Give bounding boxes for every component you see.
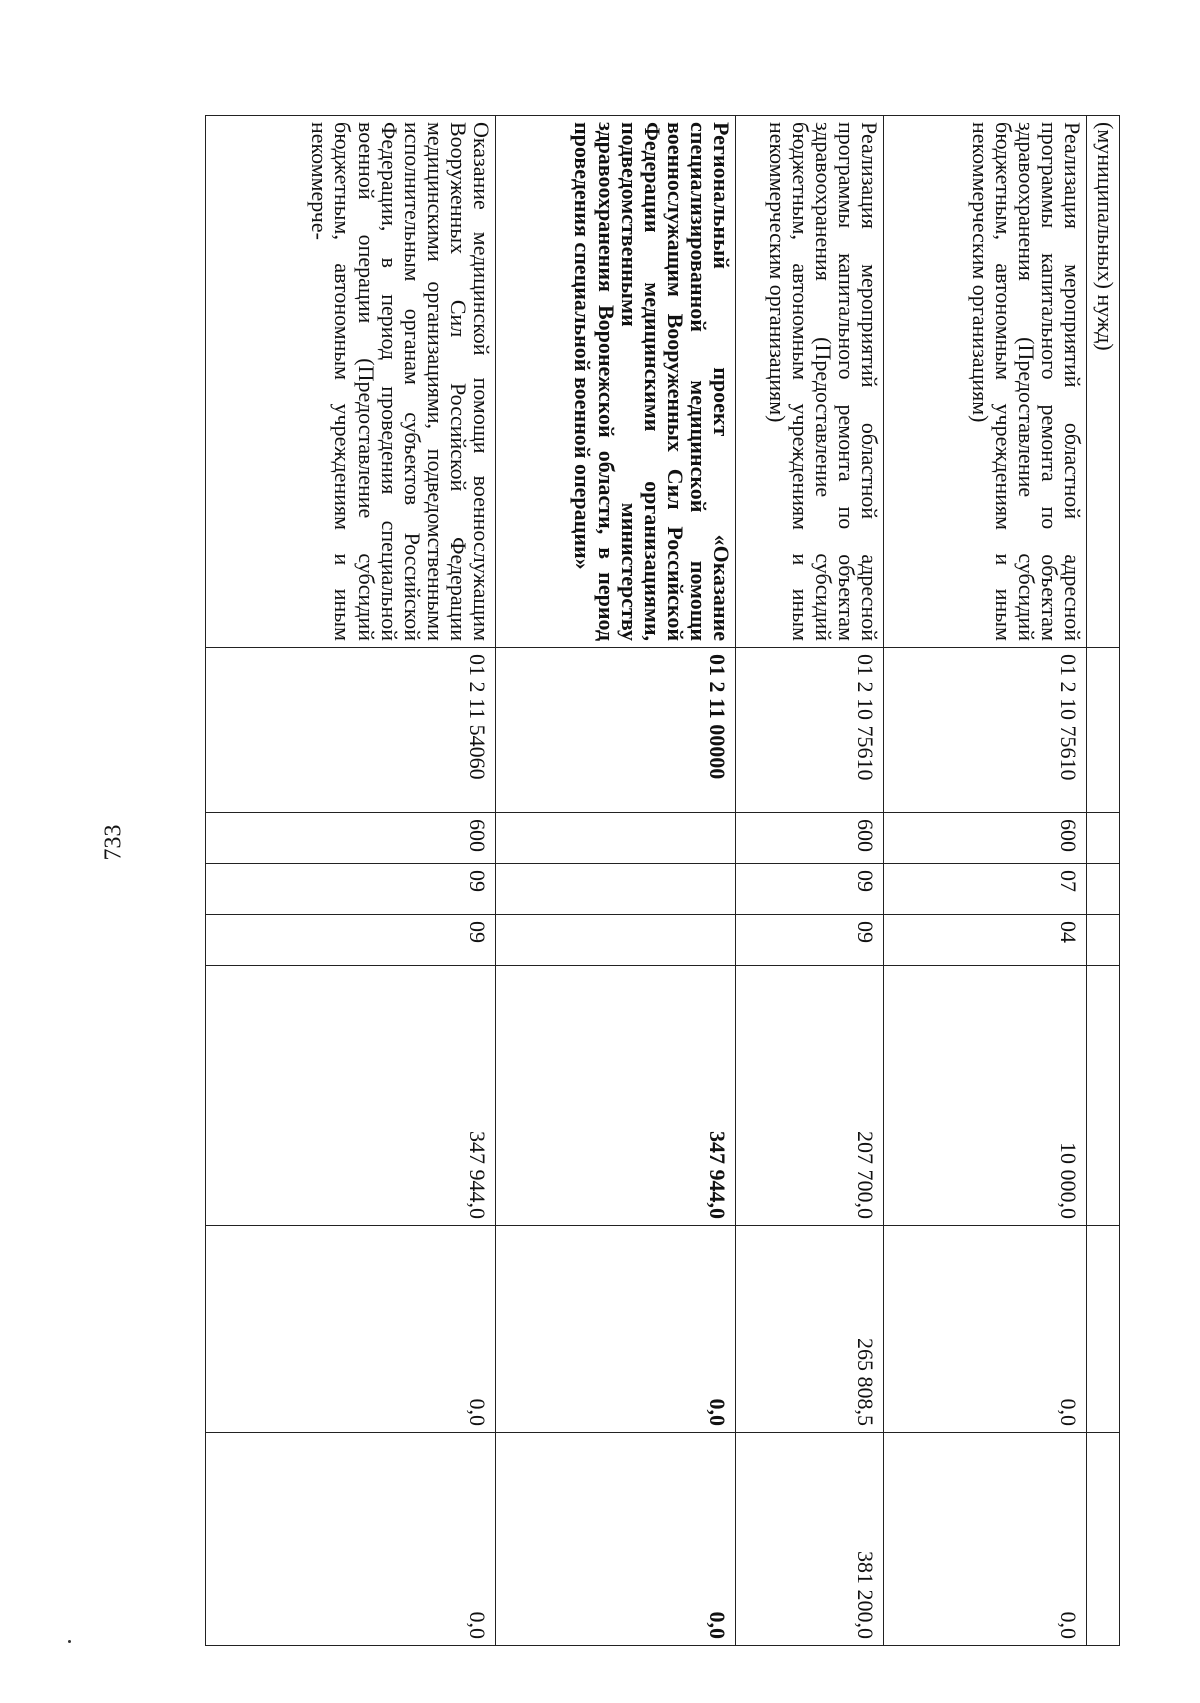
table-row [206, 116, 496, 1646]
row-name: Оказание медицинской помощи военнослужащим Вооруженных Сил Российской Федерации медицинскими организациями, подведомственными исполнительным органам субъектов Российской Федерации, в период проведения специальной военной операции (Предоставление субсидий бюджетным, автономным учреждениям и иным некоммерче- [206, 116, 496, 648]
row-sum-2: 0,0 [496, 1226, 736, 1433]
row-pr: 04 [884, 915, 1087, 966]
table-row [884, 116, 1087, 1646]
row-vr: 600 [206, 813, 496, 864]
row-name: Реализация мероприятий областной адресной программы капитального ремонта по объектам здравоохранения (Предоставление субсидий бюджетным, автономным учреждениям и иным некоммерческим организациям) [884, 116, 1087, 648]
page-number: 733 [100, 824, 127, 861]
row-sum-1: 347 944,0 [496, 966, 736, 1226]
row-vr: 600 [884, 813, 1087, 864]
row-code: 01 2 11 00000 [496, 648, 736, 813]
row-sum-3: 0,0 [206, 1433, 496, 1646]
row-vr [496, 813, 736, 864]
budget-table [205, 115, 1120, 1646]
table-row [736, 116, 884, 1646]
row-rz: 09 [736, 864, 884, 915]
row-sum-2: 0,0 [884, 1226, 1087, 1433]
row-sum-2: 0,0 [206, 1226, 496, 1433]
row-sum-2: 265 808,5 [736, 1226, 884, 1433]
row-name: Региональный проект «Оказание специализированной медицинской помощи военнослужащим Вооруженных Сил Российской Федерации медицинскими организациями, подведомственными министерству здравоохранения Воронежской области, в период проведения специальной военной операции» [496, 116, 736, 648]
row-sum-1: 207 700,0 [736, 966, 884, 1226]
table-row-project [496, 116, 736, 1646]
row-sum-3: 0,0 [496, 1433, 736, 1646]
row-pr: 09 [206, 915, 496, 966]
table-row-continued [1087, 116, 1120, 1646]
row-sum-3: 0,0 [884, 1433, 1087, 1646]
continued-label: (муниципальных) нужд) [1087, 116, 1120, 648]
budget-table-rotated [205, 115, 1120, 1645]
row-rz [496, 864, 736, 915]
row-name: Реализация мероприятий областной адресной программы капитального ремонта по объектам здравоохранения (Предоставление субсидий бюджетным, автономным учреждениям и иным некоммерческим организациям) [736, 116, 884, 648]
row-sum-1: 10 000,0 [884, 966, 1087, 1226]
row-vr: 600 [736, 813, 884, 864]
row-code: 01 2 10 75610 [884, 648, 1087, 813]
row-code: 01 2 10 75610 [736, 648, 884, 813]
row-pr: 09 [736, 915, 884, 966]
row-sum-1: 347 944,0 [206, 966, 496, 1226]
row-pr [496, 915, 736, 966]
row-rz: 07 [884, 864, 1087, 915]
row-code: 01 2 11 54060 [206, 648, 496, 813]
row-rz: 09 [206, 864, 496, 915]
row-sum-3: 381 200,0 [736, 1433, 884, 1646]
scan-speck [68, 1640, 71, 1643]
